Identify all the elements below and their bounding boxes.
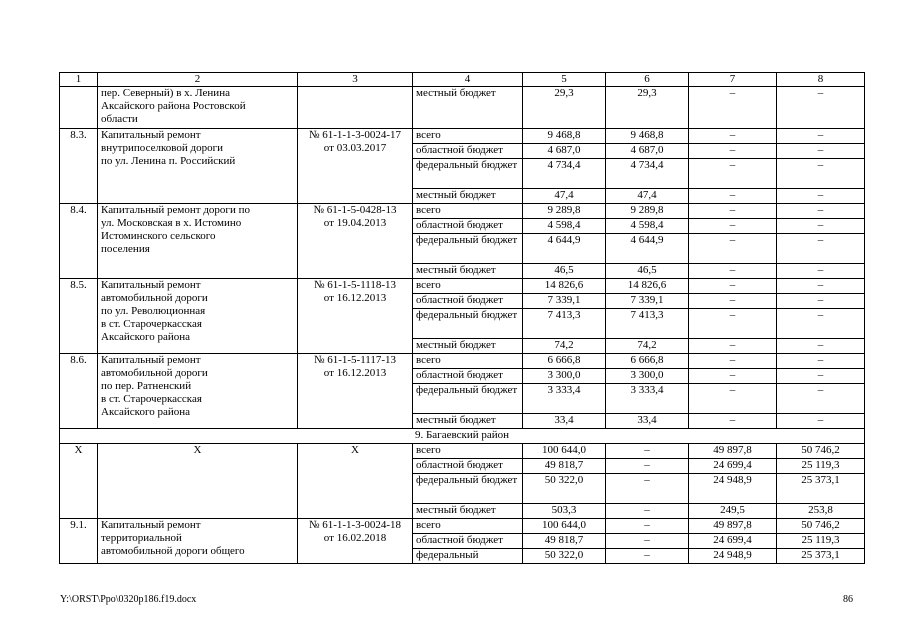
value-col5: 14 826,6 [523,279,606,294]
value-col7: – [689,309,777,339]
table-row [60,87,865,129]
value-col7: 249,5 [689,504,777,519]
value-col8: – [777,354,865,369]
item-description-line: автомобильной дороги [101,292,208,304]
document-number [298,204,413,279]
value-col7: – [689,414,777,429]
column-header: 4 [413,73,523,87]
funding-source: местный бюджет [413,414,523,429]
value-col5: 3 300,0 [523,369,606,384]
value-col8: 50 746,2 [777,519,865,534]
funding-source: областной бюджет [413,534,523,549]
value-col6: 7 339,1 [606,294,689,309]
value-col5: 9 468,8 [523,129,606,144]
value-col8: 253,8 [777,504,865,519]
funding-source: федеральный бюджет [413,234,523,264]
value-col6: 14 826,6 [606,279,689,294]
value-col6: 4 734,4 [606,159,689,189]
table-row [60,519,865,534]
document-number: Х [298,444,413,519]
item-description-line: по ул. Ленина п. Российский [101,155,236,167]
value-col8: – [777,384,865,414]
column-header: 8 [777,73,865,87]
value-col7: 24 699,4 [689,534,777,549]
funding-source: федеральный бюджет [413,384,523,414]
value-col8: 25 119,3 [777,459,865,474]
item-description-line: ул. Московская в х. Истомино [101,217,242,229]
value-col8: 25 373,1 [777,474,865,504]
financing-table [59,72,865,564]
funding-source: всего [413,354,523,369]
funding-source: федеральный бюджет [413,159,523,189]
item-number [60,87,98,129]
document-number [298,354,413,429]
item-description-line: автомобильной дороги общего [101,545,245,557]
funding-source: местный бюджет [413,504,523,519]
value-col7: – [689,384,777,414]
document-number-line: № 61-1-1-3-0024-18 [308,519,402,531]
funding-source: федеральный [413,549,523,564]
value-col6: 33,4 [606,414,689,429]
value-col6: 9 289,8 [606,204,689,219]
value-col6: – [606,459,689,474]
document-number [298,279,413,354]
value-col5: 3 333,4 [523,384,606,414]
value-col7: – [689,279,777,294]
value-col8: – [777,279,865,294]
column-header: 5 [523,73,606,87]
document-number [298,87,413,129]
document-number-line: от 03.03.2017 [323,142,387,154]
value-col7: – [689,129,777,144]
value-col5: 4 734,4 [523,159,606,189]
value-col7: – [689,234,777,264]
value-col6: – [606,444,689,459]
funding-source: местный бюджет [413,339,523,354]
value-col6: 4 644,9 [606,234,689,264]
item-description-line: Капитальный ремонт [101,279,201,291]
value-col6: 9 468,8 [606,129,689,144]
item-description-line: области [101,113,138,125]
value-col7: – [689,339,777,354]
item-description-line: Капитальный ремонт [101,129,201,141]
item-description-line: внутрипоселковой дороги [101,142,223,154]
funding-source: областной бюджет [413,219,523,234]
value-col7: – [689,264,777,279]
value-col6: 7 413,3 [606,309,689,339]
value-col8: – [777,369,865,384]
value-col5: 9 289,8 [523,204,606,219]
funding-source: местный бюджет [413,264,523,279]
item-description-line: Капитальный ремонт [101,354,201,366]
document-number [298,519,413,564]
value-col5: 4 687,0 [523,144,606,159]
table-row [60,354,865,369]
value-col8: – [777,159,865,189]
item-description-line: Аксайского района [101,331,190,343]
document-number-line: № 61-1-5-0428-13 [313,204,397,216]
item-number: 8.6. [60,354,98,429]
value-col5: 4 598,4 [523,219,606,234]
value-col5: 47,4 [523,189,606,204]
item-description-line: автомобильной дороги [101,367,208,379]
value-col6: – [606,519,689,534]
value-col7: – [689,159,777,189]
value-col6: – [606,534,689,549]
value-col6: 4 687,0 [606,144,689,159]
funding-source: местный бюджет [413,87,523,129]
item-description [98,87,298,129]
funding-source: областной бюджет [413,144,523,159]
value-col5: 6 666,8 [523,354,606,369]
value-col7: – [689,87,777,129]
item-description [98,204,298,279]
value-col5: 50 322,0 [523,549,606,564]
value-col7: 24 948,9 [689,549,777,564]
value-col6: 47,4 [606,189,689,204]
district-heading: 9. Багаевский район [60,429,865,444]
document-number-line: № 61-1-5-1118-13 [313,279,397,291]
value-col5: 49 818,7 [523,534,606,549]
value-col7: 49 897,8 [689,444,777,459]
value-col5: 7 339,1 [523,294,606,309]
item-description-line: территориальной [101,532,182,544]
value-col6: 3 300,0 [606,369,689,384]
value-col5: 7 413,3 [523,309,606,339]
item-description [98,354,298,429]
funding-source: областной бюджет [413,369,523,384]
item-description [98,279,298,354]
item-number: 8.5. [60,279,98,354]
value-col5: 50 322,0 [523,474,606,504]
value-col8: – [777,189,865,204]
column-header: 3 [298,73,413,87]
value-col8: 50 746,2 [777,444,865,459]
document-number-line: от 16.12.2013 [323,292,387,304]
item-description-line: пер. Северный) в х. Ленина [101,87,230,99]
funding-source: федеральный бюджет [413,309,523,339]
item-number: 9.1. [60,519,98,564]
item-number: 8.4. [60,204,98,279]
item-description [98,129,298,204]
value-col8: – [777,219,865,234]
value-col7: 49 897,8 [689,519,777,534]
header-row [60,73,865,87]
table-row [60,429,865,444]
value-col6: 29,3 [606,87,689,129]
item-description-line: Истоминского сельского [101,230,216,242]
value-col7: 24 699,4 [689,459,777,474]
item-description-line: в ст. Старочеркасская [101,318,202,330]
column-header: 7 [689,73,777,87]
value-col8: – [777,294,865,309]
value-col6: 4 598,4 [606,219,689,234]
value-col7: – [689,189,777,204]
document-number-line: № 61-1-5-1117-13 [313,354,397,366]
document-number-line: № 61-1-1-3-0024-17 [308,129,402,141]
funding-source: федеральный бюджет [413,474,523,504]
funding-source: всего [413,204,523,219]
document-number-line: от 16.12.2013 [323,367,387,379]
document-number-line: от 19.04.2013 [323,217,387,229]
item-description-line: Капитальный ремонт дороги по [101,204,250,216]
value-col8: – [777,129,865,144]
value-col6: 6 666,8 [606,354,689,369]
value-col6: 74,2 [606,339,689,354]
value-col6: – [606,504,689,519]
value-col8: – [777,144,865,159]
funding-source: всего [413,279,523,294]
column-header: 1 [60,73,98,87]
value-col8: – [777,264,865,279]
value-col5: 29,3 [523,87,606,129]
document-number [298,129,413,204]
value-col8: – [777,234,865,264]
table-row [60,279,865,294]
value-col8: – [777,309,865,339]
value-col5: 4 644,9 [523,234,606,264]
table-row [60,129,865,144]
document-number-line: от 16.02.2018 [323,532,387,544]
value-col5: 74,2 [523,339,606,354]
funding-source: областной бюджет [413,294,523,309]
footer-page-number: 86 [843,594,853,605]
value-col5: 46,5 [523,264,606,279]
item-description-line: Аксайского района [101,406,190,418]
value-col7: – [689,204,777,219]
value-col5: 100 644,0 [523,519,606,534]
value-col8: – [777,339,865,354]
value-col7: – [689,369,777,384]
value-col6: – [606,474,689,504]
value-col7: – [689,219,777,234]
column-header: 6 [606,73,689,87]
funding-source: областной бюджет [413,459,523,474]
item-description: Х [98,444,298,519]
value-col7: – [689,144,777,159]
item-number: 8.3. [60,129,98,204]
funding-source: всего [413,519,523,534]
funding-source: всего [413,129,523,144]
value-col6: 3 333,4 [606,384,689,414]
value-col8: – [777,204,865,219]
footer-file-path: Y:\ORST\Ppo\0320p186.f19.docx [60,594,197,605]
value-col8: – [777,87,865,129]
value-col7: – [689,354,777,369]
funding-source: местный бюджет [413,189,523,204]
item-description-line: Капитальный ремонт [101,519,201,531]
funding-source: всего [413,444,523,459]
value-col8: – [777,414,865,429]
item-description [98,519,298,564]
item-description-line: в ст. Старочеркасская [101,393,202,405]
value-col5: 49 818,7 [523,459,606,474]
item-number: Х [60,444,98,519]
item-description-line: по пер. Ратненский [101,380,192,392]
value-col5: 33,4 [523,414,606,429]
value-col6: 46,5 [606,264,689,279]
item-description-line: по ул. Революционная [101,305,206,317]
value-col7: – [689,294,777,309]
value-col6: – [606,549,689,564]
column-header: 2 [98,73,298,87]
item-description-line: поселения [101,243,150,255]
table-row [60,204,865,219]
value-col8: 25 119,3 [777,534,865,549]
value-col7: 24 948,9 [689,474,777,504]
value-col8: 25 373,1 [777,549,865,564]
item-description-line: Аксайского района Ростовской [101,100,246,112]
table-row [60,444,865,459]
value-col5: 503,3 [523,504,606,519]
value-col5: 100 644,0 [523,444,606,459]
